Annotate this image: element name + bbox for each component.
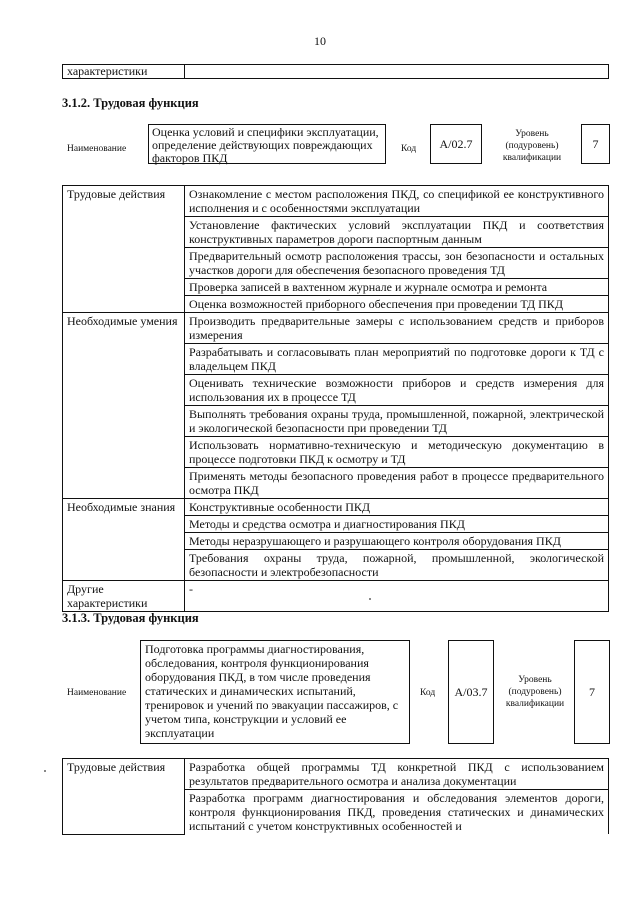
name-label: Наименование: [67, 688, 127, 698]
table-cell: Методы и средства осмотра и диагностирования ПКД: [185, 516, 609, 533]
code-label: Код: [420, 688, 436, 698]
function-name-box: Оценка условий и специфики эксплуатации, определение действующих повреждающих факторов ПКД: [148, 124, 386, 164]
table-cell: Оценивать технические возможности приборов и средств измерения для использования их в процессе ТД: [185, 375, 609, 406]
table-cell: Проверка записей в вахтенном журнале и журнале осмотра и ремонта: [185, 279, 609, 296]
level-value: 7: [581, 124, 610, 164]
level-label: Уровень (подуровень) квалификации: [505, 675, 565, 709]
table-cell: Установление фактических условий эксплуатации ПКД и соответствия конструктивных параметров дороги паспортным данным: [185, 217, 609, 248]
top-fragment-label: характеристики: [63, 65, 185, 79]
section-title: 3.1.3. Трудовая функция: [62, 611, 199, 625]
table-cell: Производить предварительные замеры с использованием средств и приборов измерения: [185, 313, 609, 344]
table-cell: Разработка общей программы ТД конкретной ПКД с использованием результатов предварительного осмотра и анализа документации: [185, 759, 609, 790]
table-cell: Требования охраны труда, пожарной, промышленной, экологической безопасности и электробезопасности: [185, 550, 609, 581]
table-cell: Использовать нормативно-техническую и методическую документацию в процессе подготовки ПКД к осмотру и ТД: [185, 437, 609, 468]
row-label: Необходимые знания: [63, 499, 185, 581]
code-label: Код: [401, 144, 417, 154]
row-label: Трудовые действия: [63, 186, 185, 313]
table-cell: -: [185, 581, 609, 612]
table-cell: Методы неразрушающего и разрушающего контроля оборудования ПКД: [185, 533, 609, 550]
code-value: А/02.7: [430, 124, 482, 164]
top-fragment-table: [62, 64, 609, 79]
row-label: Другие характеристики: [63, 581, 185, 612]
table-cell: Ознакомление с местом расположения ПКД, со спецификой ее конструктивного исполнения и с особенностями эксплуатации: [185, 186, 609, 217]
page-number: 10: [314, 34, 326, 48]
table-cell: Конструктивные особенности ПКД: [185, 499, 609, 516]
row-label: Трудовые действия: [63, 759, 185, 835]
function-name-box: Подготовка программы диагностирования, обследования, контроля функционирования оборудования ПКД, в том числе проведения статических и динамических испытаний, тренировок и учений по эвакуации пассажиров, с учетом типа, конструкции и условий ее эксплуатации: [140, 640, 410, 744]
section-title: 3.1.2. Трудовая функция: [62, 96, 199, 110]
function-table-312: [62, 185, 609, 612]
row-label: Необходимые умения: [63, 313, 185, 499]
level-label: Уровень (подуровень) квалификации: [502, 129, 562, 163]
table-cell: Разработка программ диагностирования и обследования элементов дороги, контроля функционирования ПКД, проведения статических и динамических испытаний с учетом конструктивных особенностей и: [185, 790, 609, 835]
table-cell: Выполнять требования охраны труда, промышленной, пожарной, электрической и экологической безопасности при проведении ТД: [185, 406, 609, 437]
code-value: А/03.7: [448, 640, 494, 744]
table-cell: Разрабатывать и согласовывать план мероприятий по подготовке дороги к ТД с владельцем ПКД: [185, 344, 609, 375]
scan-dot: [369, 598, 371, 600]
table-cell: Применять методы безопасного проведения работ в процессе предварительного осмотра ПКД: [185, 468, 609, 499]
function-table-313: [62, 758, 609, 835]
table-cell: Предварительный осмотр расположения трассы, зон безопасности и остальных участков дороги для обеспечения безопасного проведения ТД: [185, 248, 609, 279]
top-fragment-value: [185, 65, 609, 79]
name-label: Наименование: [67, 144, 127, 154]
level-value: 7: [574, 640, 610, 744]
table-cell: Оценка возможностей приборного обеспечения при проведении ТД ПКД: [185, 296, 609, 313]
scan-dot: [44, 770, 46, 772]
